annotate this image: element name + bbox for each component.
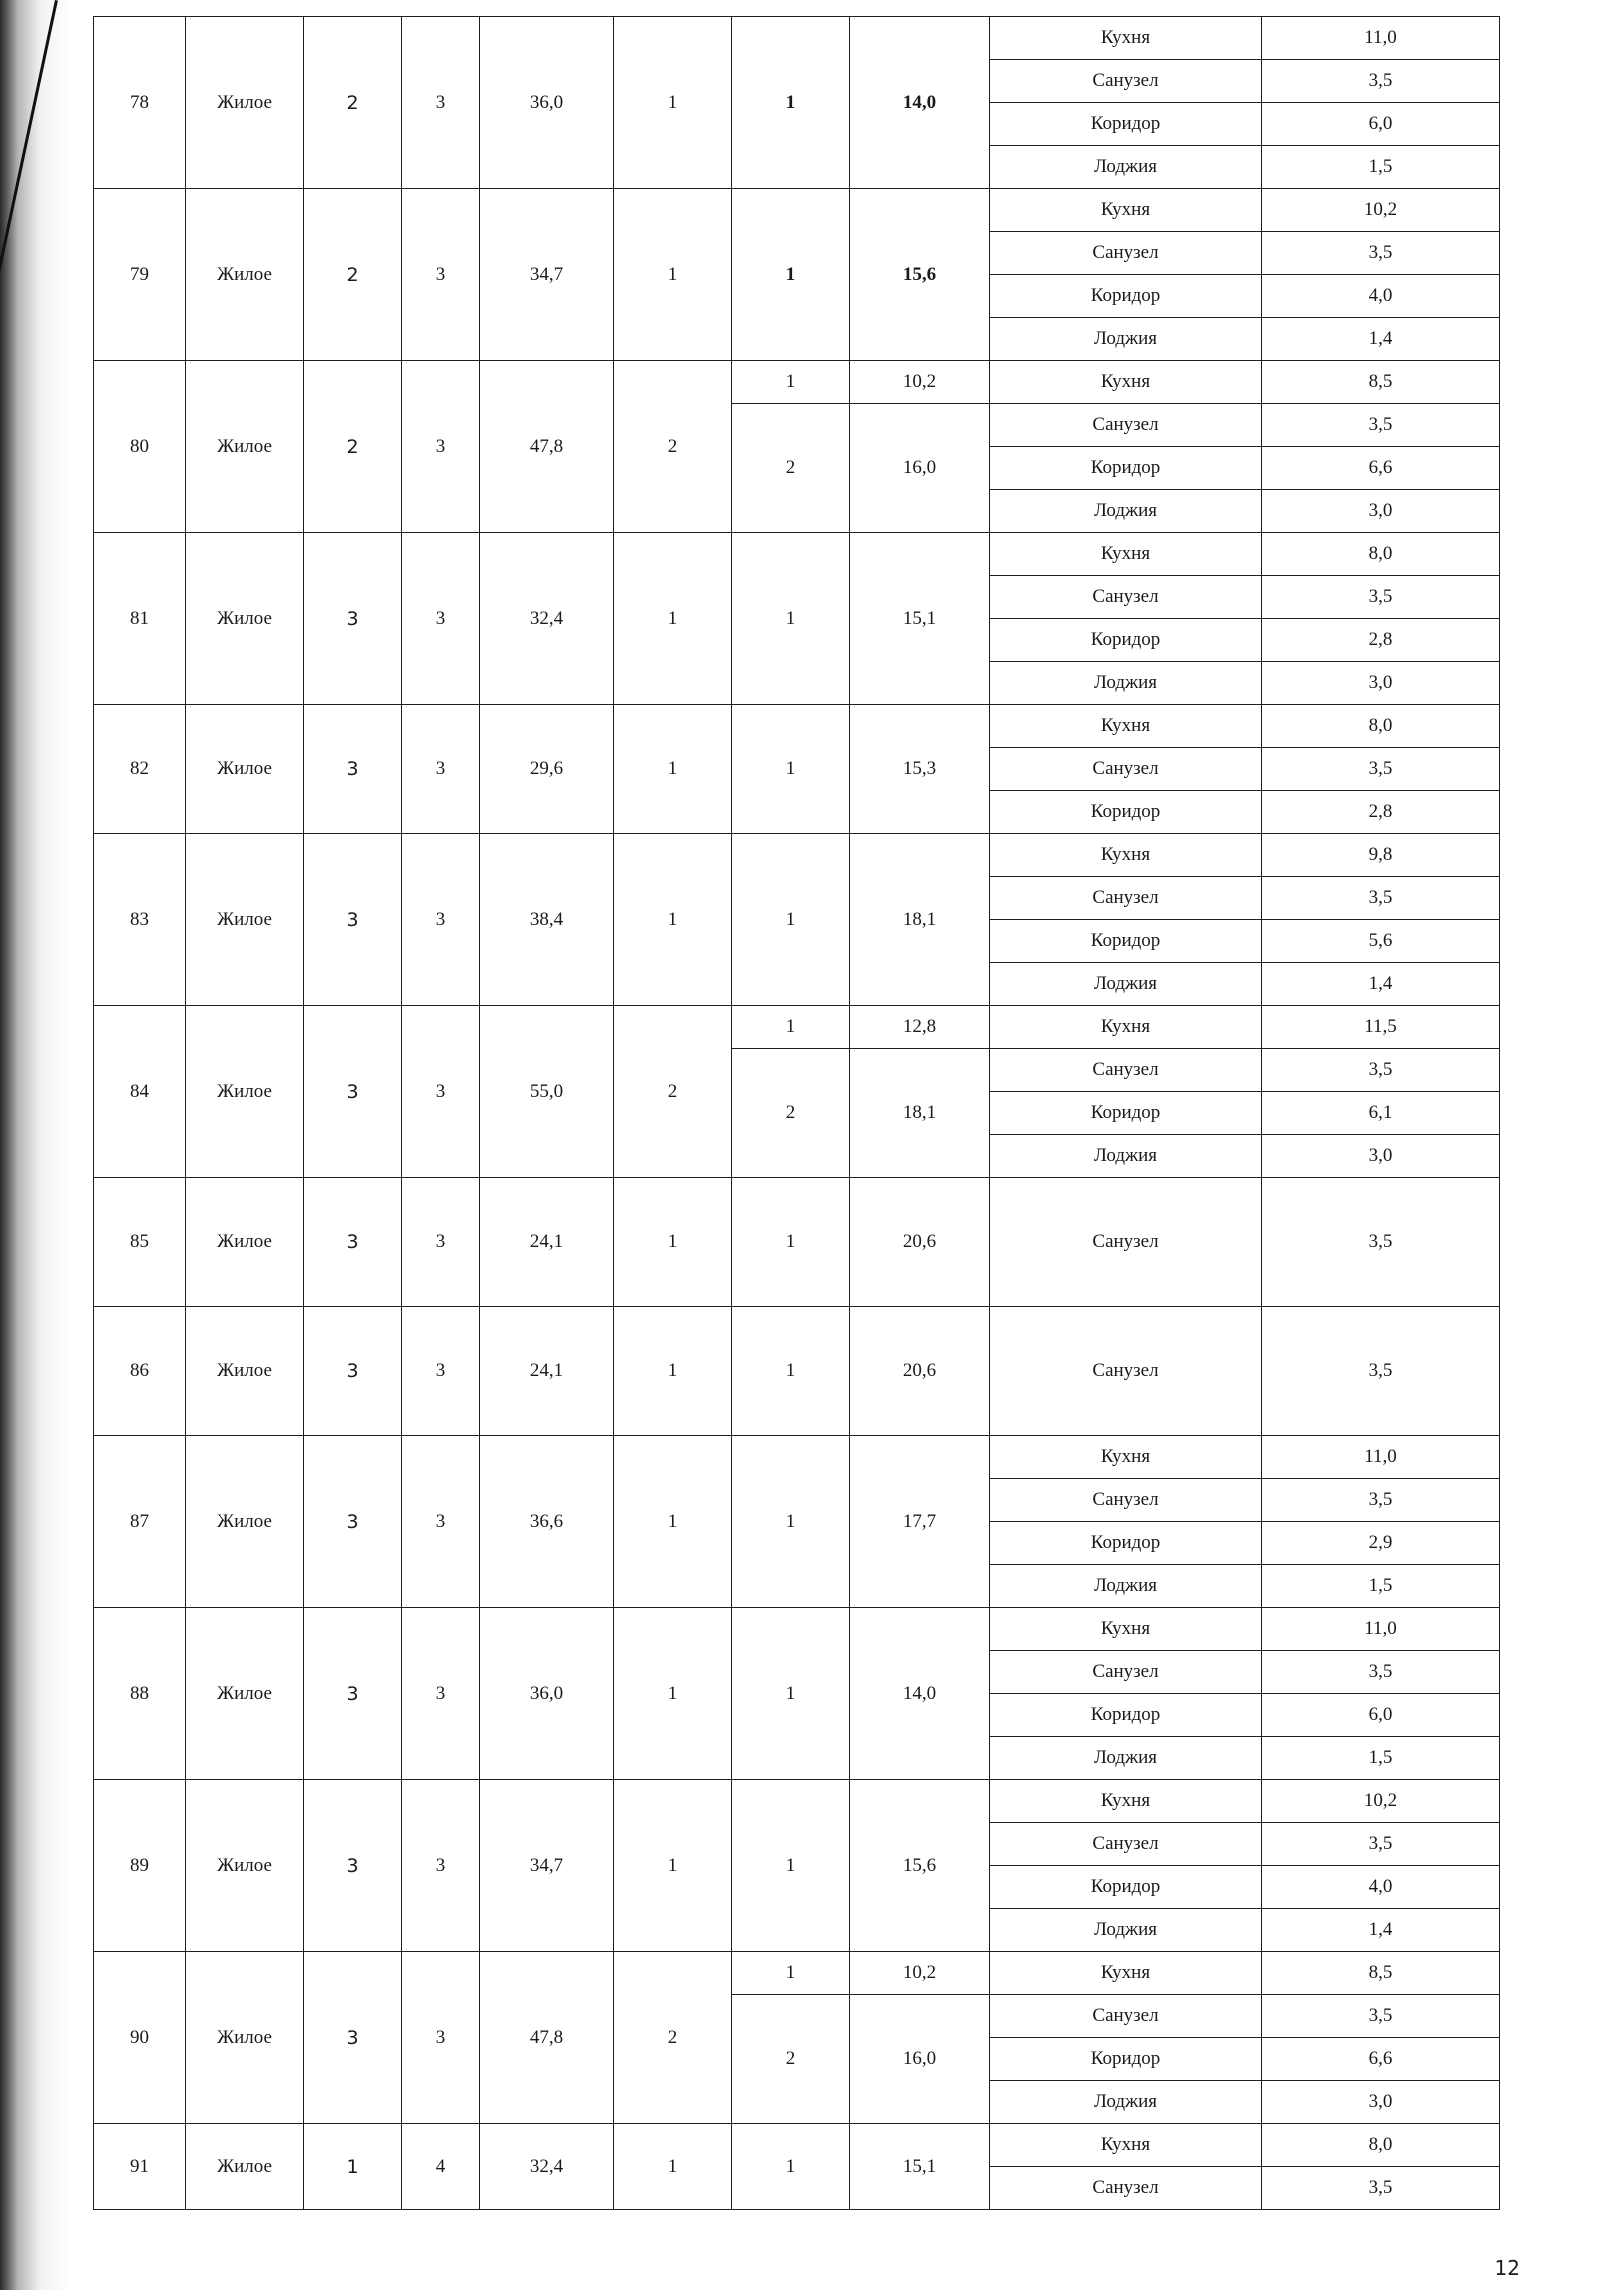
aux-room-name: Лоджия: [990, 662, 1262, 705]
aux-room-name: Кухня: [990, 533, 1262, 576]
aux-room-name: Кухня: [990, 1436, 1262, 1479]
apartment-type: Жилое: [186, 189, 304, 361]
aux-room-name: Лоджия: [990, 2081, 1262, 2124]
living-room-area: 20,6: [850, 1178, 990, 1307]
aux-room-area: 1,4: [1262, 318, 1500, 361]
room-count: 1: [614, 1608, 732, 1780]
living-room-number: 2: [732, 1049, 850, 1178]
living-room-number: 1: [732, 834, 850, 1006]
apartment-type: Жилое: [186, 2124, 304, 2210]
living-room-area: 17,7: [850, 1436, 990, 1608]
floor-number: 3: [402, 189, 480, 361]
aux-room-name: Лоджия: [990, 1909, 1262, 1952]
aux-room-name: Лоджия: [990, 146, 1262, 189]
living-room-area: 18,1: [850, 1049, 990, 1178]
aux-room-area: 9,8: [1262, 834, 1500, 877]
living-room-number: 1: [732, 1178, 850, 1307]
aux-room-area: 11,5: [1262, 1006, 1500, 1049]
aux-room-name: Санузел: [990, 576, 1262, 619]
table-row: [94, 2124, 1500, 2167]
aux-room-area: 10,2: [1262, 1780, 1500, 1823]
table-row: [94, 1307, 1500, 1350]
total-area: 36,6: [480, 1436, 614, 1608]
apartment-number: 88: [94, 1608, 186, 1780]
aux-room-name: Кухня: [990, 705, 1262, 748]
aux-room-name: Санузел: [990, 2167, 1262, 2210]
aux-room-area: 1,5: [1262, 1737, 1500, 1780]
aux-room-name: Лоджия: [990, 963, 1262, 1006]
apartment-type: Жилое: [186, 533, 304, 705]
section-number: 2: [304, 189, 402, 361]
apartments-table: [93, 16, 1500, 2210]
aux-room-area: 2,8: [1262, 619, 1500, 662]
apartment-type: Жилое: [186, 361, 304, 533]
table-row: [94, 705, 1500, 748]
living-room-area: 16,0: [850, 1995, 990, 2124]
living-room-number: 1: [732, 1780, 850, 1952]
table-row: [94, 189, 1500, 232]
living-room-area: 12,8: [850, 1006, 990, 1049]
table-row: [94, 1952, 1500, 1995]
aux-room-area: 11,0: [1262, 1436, 1500, 1479]
section-number: 3: [304, 1952, 402, 2124]
room-count: 1: [614, 705, 732, 834]
aux-room-name: Санузел: [990, 1307, 1262, 1436]
aux-room-area: 6,0: [1262, 103, 1500, 146]
living-room-area: 16,0: [850, 404, 990, 533]
table-row: [94, 361, 1500, 404]
aux-room-name: Санузел: [990, 1479, 1262, 1522]
aux-room-area: 3,5: [1262, 1479, 1500, 1522]
living-room-number: 1: [732, 1952, 850, 1995]
aux-room-name: Коридор: [990, 1694, 1262, 1737]
total-area: 47,8: [480, 1952, 614, 2124]
table-row: [94, 1178, 1500, 1221]
apartment-number: 81: [94, 533, 186, 705]
room-count: 1: [614, 834, 732, 1006]
apartment-type: Жилое: [186, 1608, 304, 1780]
living-room-number: 1: [732, 533, 850, 705]
room-count: 1: [614, 1436, 732, 1608]
apartment-type: Жилое: [186, 1006, 304, 1178]
room-count: 1: [614, 2124, 732, 2210]
floor-number: 3: [402, 1436, 480, 1608]
living-room-area: 18,1: [850, 834, 990, 1006]
aux-room-name: Кухня: [990, 2124, 1262, 2167]
aux-room-area: 3,5: [1262, 1049, 1500, 1092]
floor-number: 3: [402, 1608, 480, 1780]
total-area: 32,4: [480, 533, 614, 705]
apartment-number: 90: [94, 1952, 186, 2124]
apartment-type: Жилое: [186, 834, 304, 1006]
table-row: [94, 834, 1500, 877]
aux-room-name: Кухня: [990, 17, 1262, 60]
table-row: [94, 533, 1500, 576]
aux-room-area: 3,5: [1262, 877, 1500, 920]
table-row: [94, 17, 1500, 60]
aux-room-name: Санузел: [990, 1049, 1262, 1092]
section-number: 1: [304, 2124, 402, 2210]
aux-room-name: Кухня: [990, 1780, 1262, 1823]
room-count: 1: [614, 1178, 732, 1307]
living-room-number: 1: [732, 361, 850, 404]
apartment-number: 89: [94, 1780, 186, 1952]
aux-room-name: Коридор: [990, 447, 1262, 490]
living-room-area: 14,0: [850, 17, 990, 189]
floor-number: 3: [402, 1952, 480, 2124]
apartment-type: Жилое: [186, 17, 304, 189]
living-room-number: 1: [732, 2124, 850, 2210]
aux-room-name: Коридор: [990, 791, 1262, 834]
aux-room-name: Санузел: [990, 1178, 1262, 1307]
aux-room-name: Коридор: [990, 103, 1262, 146]
aux-room-area: 3,5: [1262, 748, 1500, 791]
apartment-number: 80: [94, 361, 186, 533]
aux-room-area: 1,5: [1262, 1565, 1500, 1608]
aux-room-area: 4,0: [1262, 275, 1500, 318]
room-count: 2: [614, 361, 732, 533]
scan-shadow-edge: [0, 0, 70, 2290]
aux-room-name: Санузел: [990, 1823, 1262, 1866]
living-room-number: 1: [732, 189, 850, 361]
total-area: 34,7: [480, 189, 614, 361]
aux-room-name: Кухня: [990, 1006, 1262, 1049]
apartments-table-body: [94, 17, 1500, 2210]
page-number: 12: [1494, 2256, 1520, 2280]
aux-room-area: 11,0: [1262, 17, 1500, 60]
aux-room-name: Санузел: [990, 404, 1262, 447]
aux-room-area: 3,5: [1262, 1823, 1500, 1866]
apartment-number: 82: [94, 705, 186, 834]
section-number: 2: [304, 361, 402, 533]
floor-number: 3: [402, 705, 480, 834]
aux-room-area: 3,0: [1262, 2081, 1500, 2124]
floor-number: 3: [402, 1307, 480, 1436]
aux-room-name: Коридор: [990, 1866, 1262, 1909]
section-number: 2: [304, 17, 402, 189]
living-room-area: 15,3: [850, 705, 990, 834]
aux-room-area: 2,9: [1262, 1522, 1500, 1565]
section-number: 3: [304, 1780, 402, 1952]
living-room-area: 10,2: [850, 361, 990, 404]
aux-room-area: 1,5: [1262, 146, 1500, 189]
aux-room-name: Лоджия: [990, 1135, 1262, 1178]
aux-room-name: Лоджия: [990, 1737, 1262, 1780]
living-room-number: 1: [732, 1608, 850, 1780]
apartment-number: 83: [94, 834, 186, 1006]
living-room-area: 15,6: [850, 189, 990, 361]
floor-number: 3: [402, 17, 480, 189]
aux-room-area: 8,5: [1262, 1952, 1500, 1995]
table-row: [94, 1608, 1500, 1651]
aux-room-area: 6,0: [1262, 1694, 1500, 1737]
aux-room-area: 3,0: [1262, 1135, 1500, 1178]
aux-room-area: 10,2: [1262, 189, 1500, 232]
aux-room-area: 5,6: [1262, 920, 1500, 963]
aux-room-name: Коридор: [990, 2038, 1262, 2081]
apartment-type: Жилое: [186, 1436, 304, 1608]
aux-room-area: 3,5: [1262, 60, 1500, 103]
apartment-number: 86: [94, 1307, 186, 1436]
living-room-number: 2: [732, 404, 850, 533]
apartment-number: 78: [94, 17, 186, 189]
aux-room-area: 1,4: [1262, 1909, 1500, 1952]
aux-room-area: 8,0: [1262, 533, 1500, 576]
aux-room-area: 1,4: [1262, 963, 1500, 1006]
aux-room-name: Кухня: [990, 1608, 1262, 1651]
aux-room-name: Коридор: [990, 1092, 1262, 1135]
aux-room-area: 3,0: [1262, 490, 1500, 533]
aux-room-name: Кухня: [990, 834, 1262, 877]
room-count: 1: [614, 1780, 732, 1952]
total-area: 29,6: [480, 705, 614, 834]
apartment-number: 91: [94, 2124, 186, 2210]
apartment-number: 87: [94, 1436, 186, 1608]
aux-room-name: Санузел: [990, 1995, 1262, 2038]
aux-room-name: Лоджия: [990, 1565, 1262, 1608]
section-number: 3: [304, 1608, 402, 1780]
floor-number: 4: [402, 2124, 480, 2210]
section-number: 3: [304, 1006, 402, 1178]
floor-number: 3: [402, 1178, 480, 1307]
aux-room-area: 2,8: [1262, 791, 1500, 834]
aux-room-name: Кухня: [990, 361, 1262, 404]
living-room-number: 1: [732, 17, 850, 189]
aux-room-name: Санузел: [990, 60, 1262, 103]
room-count: 1: [614, 17, 732, 189]
floor-number: 3: [402, 361, 480, 533]
aux-room-area: 3,5: [1262, 576, 1500, 619]
total-area: 36,0: [480, 17, 614, 189]
section-number: 3: [304, 1307, 402, 1436]
aux-room-area: 3,5: [1262, 232, 1500, 275]
living-room-number: 2: [732, 1995, 850, 2124]
aux-room-area: 8,5: [1262, 361, 1500, 404]
aux-room-area: 6,1: [1262, 1092, 1500, 1135]
room-count: 1: [614, 533, 732, 705]
living-room-area: 14,0: [850, 1608, 990, 1780]
aux-room-area: 4,0: [1262, 1866, 1500, 1909]
floor-number: 3: [402, 834, 480, 1006]
aux-room-area: 3,5: [1262, 1995, 1500, 2038]
total-area: 34,7: [480, 1780, 614, 1952]
aux-room-area: 8,0: [1262, 705, 1500, 748]
section-number: 3: [304, 533, 402, 705]
aux-room-name: Лоджия: [990, 490, 1262, 533]
table-row: [94, 1436, 1500, 1479]
total-area: 47,8: [480, 361, 614, 533]
total-area: 38,4: [480, 834, 614, 1006]
living-room-number: 1: [732, 1307, 850, 1436]
living-room-number: 1: [732, 705, 850, 834]
aux-room-name: Кухня: [990, 189, 1262, 232]
room-count: 2: [614, 1006, 732, 1178]
section-number: 3: [304, 705, 402, 834]
floor-number: 3: [402, 1006, 480, 1178]
table-row: [94, 1780, 1500, 1823]
section-number: 3: [304, 1436, 402, 1608]
apartment-type: Жилое: [186, 1952, 304, 2124]
aux-room-area: 3,5: [1262, 1178, 1500, 1307]
aux-room-area: 11,0: [1262, 1608, 1500, 1651]
aux-room-area: 3,5: [1262, 2167, 1500, 2210]
total-area: 24,1: [480, 1307, 614, 1436]
living-room-number: 1: [732, 1436, 850, 1608]
aux-room-area: 3,0: [1262, 662, 1500, 705]
apartment-type: Жилое: [186, 1178, 304, 1307]
aux-room-name: Коридор: [990, 1522, 1262, 1565]
aux-room-name: Санузел: [990, 877, 1262, 920]
apartment-type: Жилое: [186, 1307, 304, 1436]
section-number: 3: [304, 1178, 402, 1307]
aux-room-area: 3,5: [1262, 404, 1500, 447]
apartment-type: Жилое: [186, 1780, 304, 1952]
living-room-number: 1: [732, 1006, 850, 1049]
aux-room-area: 3,5: [1262, 1651, 1500, 1694]
apartment-number: 85: [94, 1178, 186, 1307]
aux-room-name: Лоджия: [990, 318, 1262, 361]
floor-number: 3: [402, 533, 480, 705]
room-count: 1: [614, 1307, 732, 1436]
aux-room-name: Санузел: [990, 232, 1262, 275]
aux-room-name: Санузел: [990, 1651, 1262, 1694]
room-count: 2: [614, 1952, 732, 2124]
aux-room-area: 6,6: [1262, 447, 1500, 490]
total-area: 32,4: [480, 2124, 614, 2210]
total-area: 55,0: [480, 1006, 614, 1178]
living-room-area: 20,6: [850, 1307, 990, 1436]
living-room-area: 10,2: [850, 1952, 990, 1995]
apartment-number: 79: [94, 189, 186, 361]
total-area: 36,0: [480, 1608, 614, 1780]
aux-room-area: 8,0: [1262, 2124, 1500, 2167]
room-count: 1: [614, 189, 732, 361]
aux-room-name: Коридор: [990, 920, 1262, 963]
apartment-type: Жилое: [186, 705, 304, 834]
aux-room-name: Коридор: [990, 619, 1262, 662]
aux-room-area: 6,6: [1262, 2038, 1500, 2081]
section-number: 3: [304, 834, 402, 1006]
living-room-area: 15,6: [850, 1780, 990, 1952]
living-room-area: 15,1: [850, 2124, 990, 2210]
aux-room-area: 3,5: [1262, 1307, 1500, 1436]
floor-number: 3: [402, 1780, 480, 1952]
total-area: 24,1: [480, 1178, 614, 1307]
aux-room-name: Санузел: [990, 748, 1262, 791]
living-room-area: 15,1: [850, 533, 990, 705]
aux-room-name: Коридор: [990, 275, 1262, 318]
aux-room-name: Кухня: [990, 1952, 1262, 1995]
apartment-number: 84: [94, 1006, 186, 1178]
table-row: [94, 1006, 1500, 1049]
